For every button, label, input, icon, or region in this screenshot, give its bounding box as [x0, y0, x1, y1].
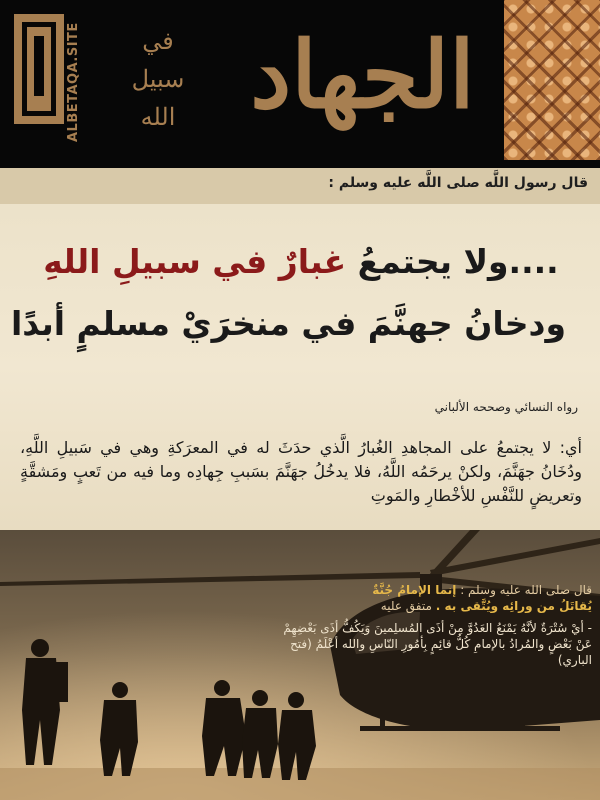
calligraphy-line: سبيل [131, 65, 185, 93]
panel-line-2 [272, 598, 592, 614]
hadith-line-2: ودخانُ جهنَّمَ في منخرَيْ مسلمٍ أبدًا [10, 304, 566, 343]
kufic-logo-icon [14, 14, 64, 124]
islamic-pattern-icon [504, 0, 600, 160]
panel-hadith-start: إنما الإمامُ جُنَّةٌ [372, 583, 457, 597]
hadith-prefix: ....ولا يجتمعُ [346, 242, 559, 281]
hadith-highlight: غبارٌ في سبيلِ اللهِ [43, 242, 347, 281]
calligraphy-line: في [142, 27, 174, 55]
panel-line-1 [272, 582, 592, 598]
header-banner [0, 0, 600, 168]
calligraphy-fi-sabil-allah [98, 22, 218, 136]
panel-intro: قال صلى الله عليه وسلم : [460, 583, 592, 597]
hadith-reference: رواه النسائي وصححه الألباني [434, 400, 578, 414]
hadith-line-1 [36, 242, 566, 281]
calligraphy-al-jihad: الجهاد [250, 21, 475, 129]
intro-text: قال رسول اللَّه صلى اللَّه عليه وسلم : [328, 175, 588, 191]
calligraphy-line: الله [140, 103, 176, 131]
site-name: ALBETAQA.SITE [66, 22, 81, 142]
panel-source: متفق عليه [380, 599, 432, 613]
panel-commentary: - أيْ سُتْرَةٌ لأنَّهُ يَمْنَعُ العَدُوَّ مِنْ أذَى المُسلِمينَ وَيَكُفُّ أذَى بَعْضِهِمْ عَنْ بَعْضٍ والمُرادُ بالإمامِ كُلُّ قائِمٍ بِأمُورِ النّاسِ والله أعْلَمُ (فتح الباري) [283, 621, 592, 667]
panel-text-block [272, 582, 592, 668]
panel-hadith-rest: يُقاتَلُ من ورائِه ويُتَّقى به . [435, 599, 592, 613]
site-logo [6, 8, 90, 158]
hadith-explanation: أي: لا يجتمعُ على المجاهدِ الغُبارُ الَّذي حدَثَ له في المعرَكةِ وهي في سَبيلِ اللَّهِ، ودُخَانُ جهَنَّمَ، ولكنْ يرحَمُه اللَّهُ، فلا يدخُلُ جهَنَّمَ بسَببِ جِهادِه وما فيه من تَعبٍ ومَشقَّةٍ وتعريضٍ للنَّفْسِ للأخْطارِ والمَوتِ [20, 438, 582, 505]
